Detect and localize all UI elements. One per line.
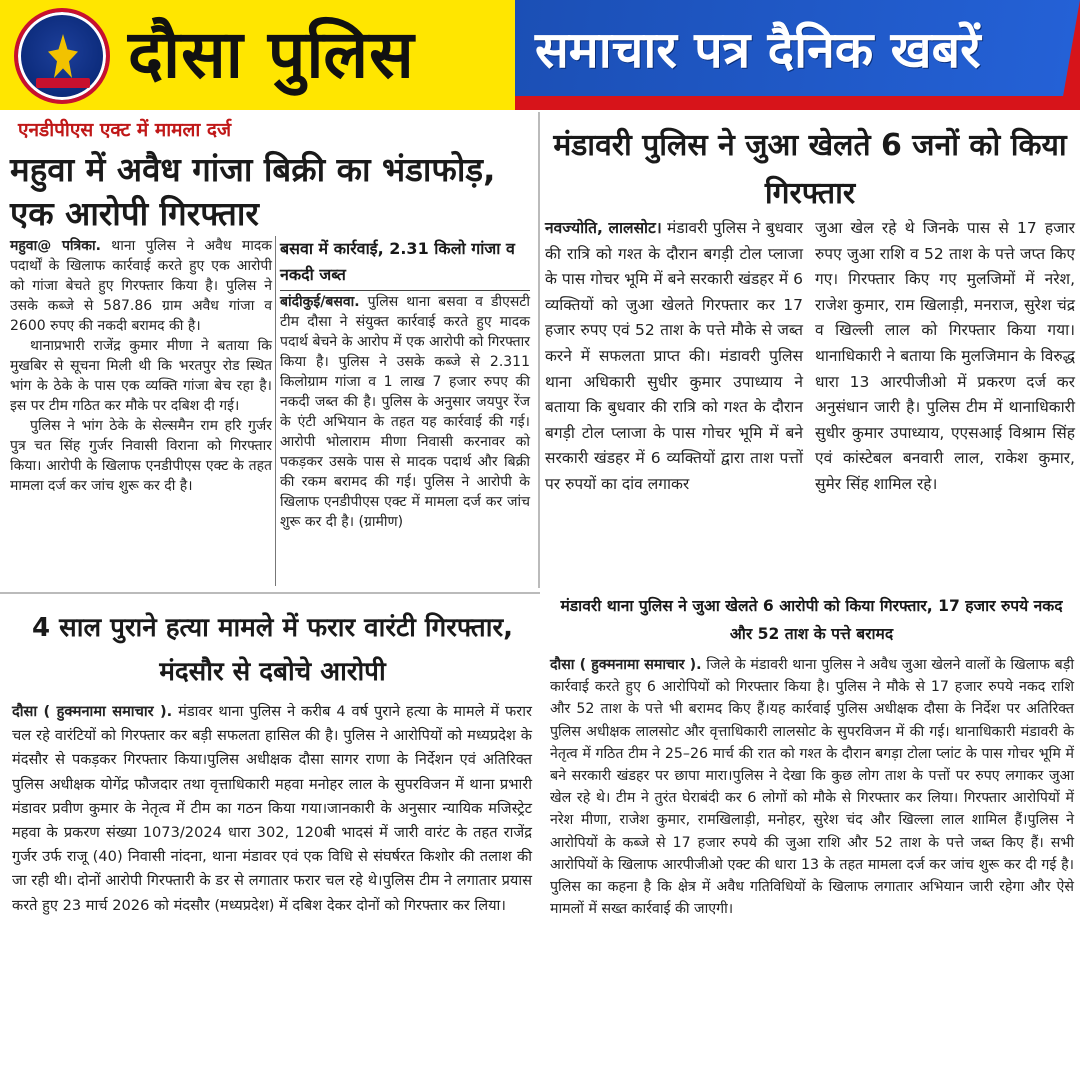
article1-sub-headline: बसवा में कार्रवाई, 2.31 किलो गांजा व नकदी जब्त [280,239,515,284]
article4-body [550,654,1074,920]
article2-headline: मंडावरी पुलिस ने जुआ खेलते 6 जनों को किया गिरफ्तार [553,128,1067,211]
article1-body [10,236,272,496]
article3-text: मंडावर थाना पुलिस ने करीब 4 वर्ष पुराने हत्या के मामले में फरार चल रहे वारंटियों को गिरफ्तार कर बड़ी सफलता हासिल की है। पुलिस ने आरोपियों को मध्यप्रदेश के मंदसौर से पकड़कर गिरफ्तार किया।पुलिस अधीक्षक दौसा सागर राणा के निर्देशन एवं अतिरिक्त पुलिस अधीक्षक योगेंद्र फौजदार तथा वृत्ताधिकारी महवा मनोहर लाल के सुपरविजन में थाना प्रभारी मंडावर प्रवीण कुमार के नेतृत्व में टीम का गठन किया गया।जानकारी के अनुसार न्यायिक मजिस्ट्रेट महवा के प्रकरण संख्या 1073/2024 धारा 302, 120बी भादसं में जारी वारंट के तहत राजेंद्र गुर्जर उर्फ राजू (40) निवासी नांदना, थाना मंडावर एवं एक विधि से संघर्षरत किशोर की तलाश की जा रही थी। दोनों आरोपी गिरफ्तारी के डर से लगातार फरार चल रहे थे।पुलिस टीम ने लगातार प्रयास करते हुए 23 मार्च 2026 को मंदसौर (मध्यप्रदेश) में दबिश देकर दोनों को गिरफ्तार कर लिया। [12,703,533,914]
article3-body [12,700,532,918]
article1-paragraph: पुलिस ने भांग ठेके के सेल्समैन राम हरि गुर्जर पुत्र चत सिंह गुर्जर निवासी विराना को गिरफ्तार किया। आरोपी के खिलाफ एनडीपीएस एक्ट के तहत मामला दर्ज कर जांच शुरू कर दी है। [10,418,272,494]
article1-sub-dateline: बांदीकुई/बसवा. [280,294,360,310]
page-divider-vertical [538,112,540,588]
article1-headline: महुवा में अवैध गांजा बिक्री का भंडाफोड़, एक आरोपी गिरफ्तार [10,150,496,233]
article3-headline: 4 साल पुराने हत्या मामले में फरार वारंटी गिरफ्तार, मंदसौर से दबोचे आरोपी [32,613,513,687]
article2-col2-text: जुआ खेल रहे थे जिनके पास से 17 हजार रुपए जुआ राशि व 52 ताश के पत्ते जप्त किए गए। गिरफ्तार किए गए मुलजिमों में नरेश, राजेश कुमार, राम खिलाड़ी, मनराज, सुरेश चंद्र व खिल्ली लाल को गिरफ्तार किया गया। थानाधिकारी ने बताया कि मुलजिमान के विरुद्ध धारा 13 आरपीजीओ में प्रकरण दर्ज कर अनुसंधान जारी है। पुलिस टीम में थानाधिकारी सुधीर कुमार उपाध्याय, एएसआई विश्राम सिंह एवं कांस्टेबल बनवारी लाल, राकेश कुमार, सुमेर सिंह शामिल रहे। [815,219,1075,493]
banner-right [515,0,1080,110]
article2-col1-text: मंडावरी पुलिस ने बुधवार की रात्रि को गश्त के दौरान बगड़ी टोल प्लाजा के पास गोचर भूमि में बने सरकारी खंडहर में 6 व्यक्तियों को जुआ खेलते गिरफ्तार कर 17 हजार रुपए एवं 52 ताश के पत्ते मौके से जब्त करने में सफलता प्राप्त की। मंडावरी पुलिस थाना अधिकारी सुधीर कुमार उपाध्याय ने बताया कि बुधवार की रात्रि को गश्त के दौरान बगड़ी टोल प्लाजा के पास गोचर भूमि में बने सरकारी खंडहर में 6 व्यक्तियों द्वारा ताश पत्तों पर रुपयों का दांव लगाकर [545,219,803,493]
header-banner [0,0,1080,110]
article1-paragraph: थानाप्रभारी राजेंद्र कुमार मीणा ने बताया कि मुखबिर से सूचना मिली थी कि भरतपुर रोड स्थित भांग के ठेके के पास एक व्यक्ति गांजा बेच रहा है। इस पर टीम गठित कर मौके पर दबिश दी गई। [10,338,272,414]
article1-dateline: महुवा@ पत्रिका. [10,238,101,254]
column-divider [275,236,276,586]
article1-paragraph: थाना पुलिस ने अवैध मादक पदार्थों के खिलाफ कार्रवाई करते हुए एक आरोपी को गांजा बेचते हुए गिरफ्तार किया है। पुलिस ने उसके कब्जे से 587.86 ग्राम अवैध गांजा व 2600 रुपए की नकदी बरामद की है। [10,238,273,334]
article1-sub-text: पुलिस थाना बसवा व डीएसटी टीम दौसा ने संयुक्त कार्रवाई करते हुए मादक पदार्थ बेचने के आरोप में एक आरोपी को गिरफ्तार किया है। पुलिस ने उसके कब्जे से 2.311 किलोग्राम गांजा व 1 लाख 7 हजार रुपए की नकदी जब्त की है। पुलिस के अनुसार जयपुर रेंज के एंटी अभियान के तहत यह कार्रवाई की गई। आरोपी भोलाराम मीणा निवासी करनावर को पकड़कर उसके पास से मादक पदार्थ और बिक्री की रकम बरामद की गई। पुलिस ने आरोपी के खिलाफ एनडीपीएस एक्ट में मामला दर्ज कर जांच शुरू कर दी है। (ग्रामीण) [280,294,530,530]
sub-headline-rule [280,290,530,291]
article4-headline: मंडावरी थाना पुलिस ने जुआ खेलते 6 आरोपी को किया गिरफ्तार, 17 हजार रुपये नकद और 52 ताश के पत्ते बरामद [560,597,1063,643]
article1-sub-body [280,292,530,532]
banner-left-title: दौसा पुलिस [128,16,415,93]
article3-dateline: दौसा ( हुक्मनामा समाचार ). [12,703,173,720]
article2-column-1 [545,216,803,498]
article1-kicker: एनडीपीएस एक्ट में मामला दर्ज [18,119,232,141]
banner-left [0,0,515,110]
article4-text: जिले के मंडावरी थाना पुलिस ने अवैध जुआ खेलने वालों के खिलाफ बड़ी कार्रवाई करते हुए 6 आरोपियों को गिरफ्तार किया है। पुलिस ने मौके से 17 हजार रुपये नकद राशि और 52 ताश के पत्ते भी बरामद किए हैं।यह कार्रवाई पुलिस अधीक्षक दौसा के निर्देश पर अतिरिक्त पुलिस अधीक्षक लालसोट और वृत्ताधिकारी लालसोट के सुपरविजन में की गई। थानाधिकारी मंडावरी के नेतृत्व में गठित टीम ने 25–26 मार्च की रात को गश्त के दौरान बगड़ा टोला प्लांट के पास गोचर भूमि में बने सरकारी खंडहर पर छापा मारा।पुलिस ने देखा कि कुछ लोग ताश के पत्तों पर रुपए लगाकर जुआ खेल रहे थे। टीम ने तुरंत घेराबंदी कर 6 लोगों को मौके से गिरफ्तार कर लिया। गिरफ्तार आरोपियों में नरेश मीणा, राजेश कुमार, रामखिलाड़ी, मनोहर, सुरेश चंद और खिल्ला लाल शामिल हैं।पुलिस ने आरोपियों के कब्जे से 17 हजार रुपये की जुआ राशि और 52 ताश के पत्ते जब्त किए हैं। सभी आरोपियों के खिलाफ आरपीजीओ एक्ट की धारा 13 के तहत मामला दर्ज कर जांच शुरू कर दी गई है। पुलिस का कहना है कि क्षेत्र में अवैध गतिविधियों के खिलाफ लगातार अभियान जारी रहेगा और ऐसे मामलों में सख्त कार्रवाई की जाएगी। [550,657,1074,918]
page-divider-horizontal [0,592,540,594]
banner-right-title: समाचार पत्र दैनिक खबरें [535,21,981,79]
article2-column-2 [815,216,1075,498]
article2-dateline: नवज्योति, लालसोट। [545,219,662,237]
article4-dateline: दौसा ( हुक्मनामा समाचार ). [550,657,702,673]
police-emblem-icon [14,8,110,104]
